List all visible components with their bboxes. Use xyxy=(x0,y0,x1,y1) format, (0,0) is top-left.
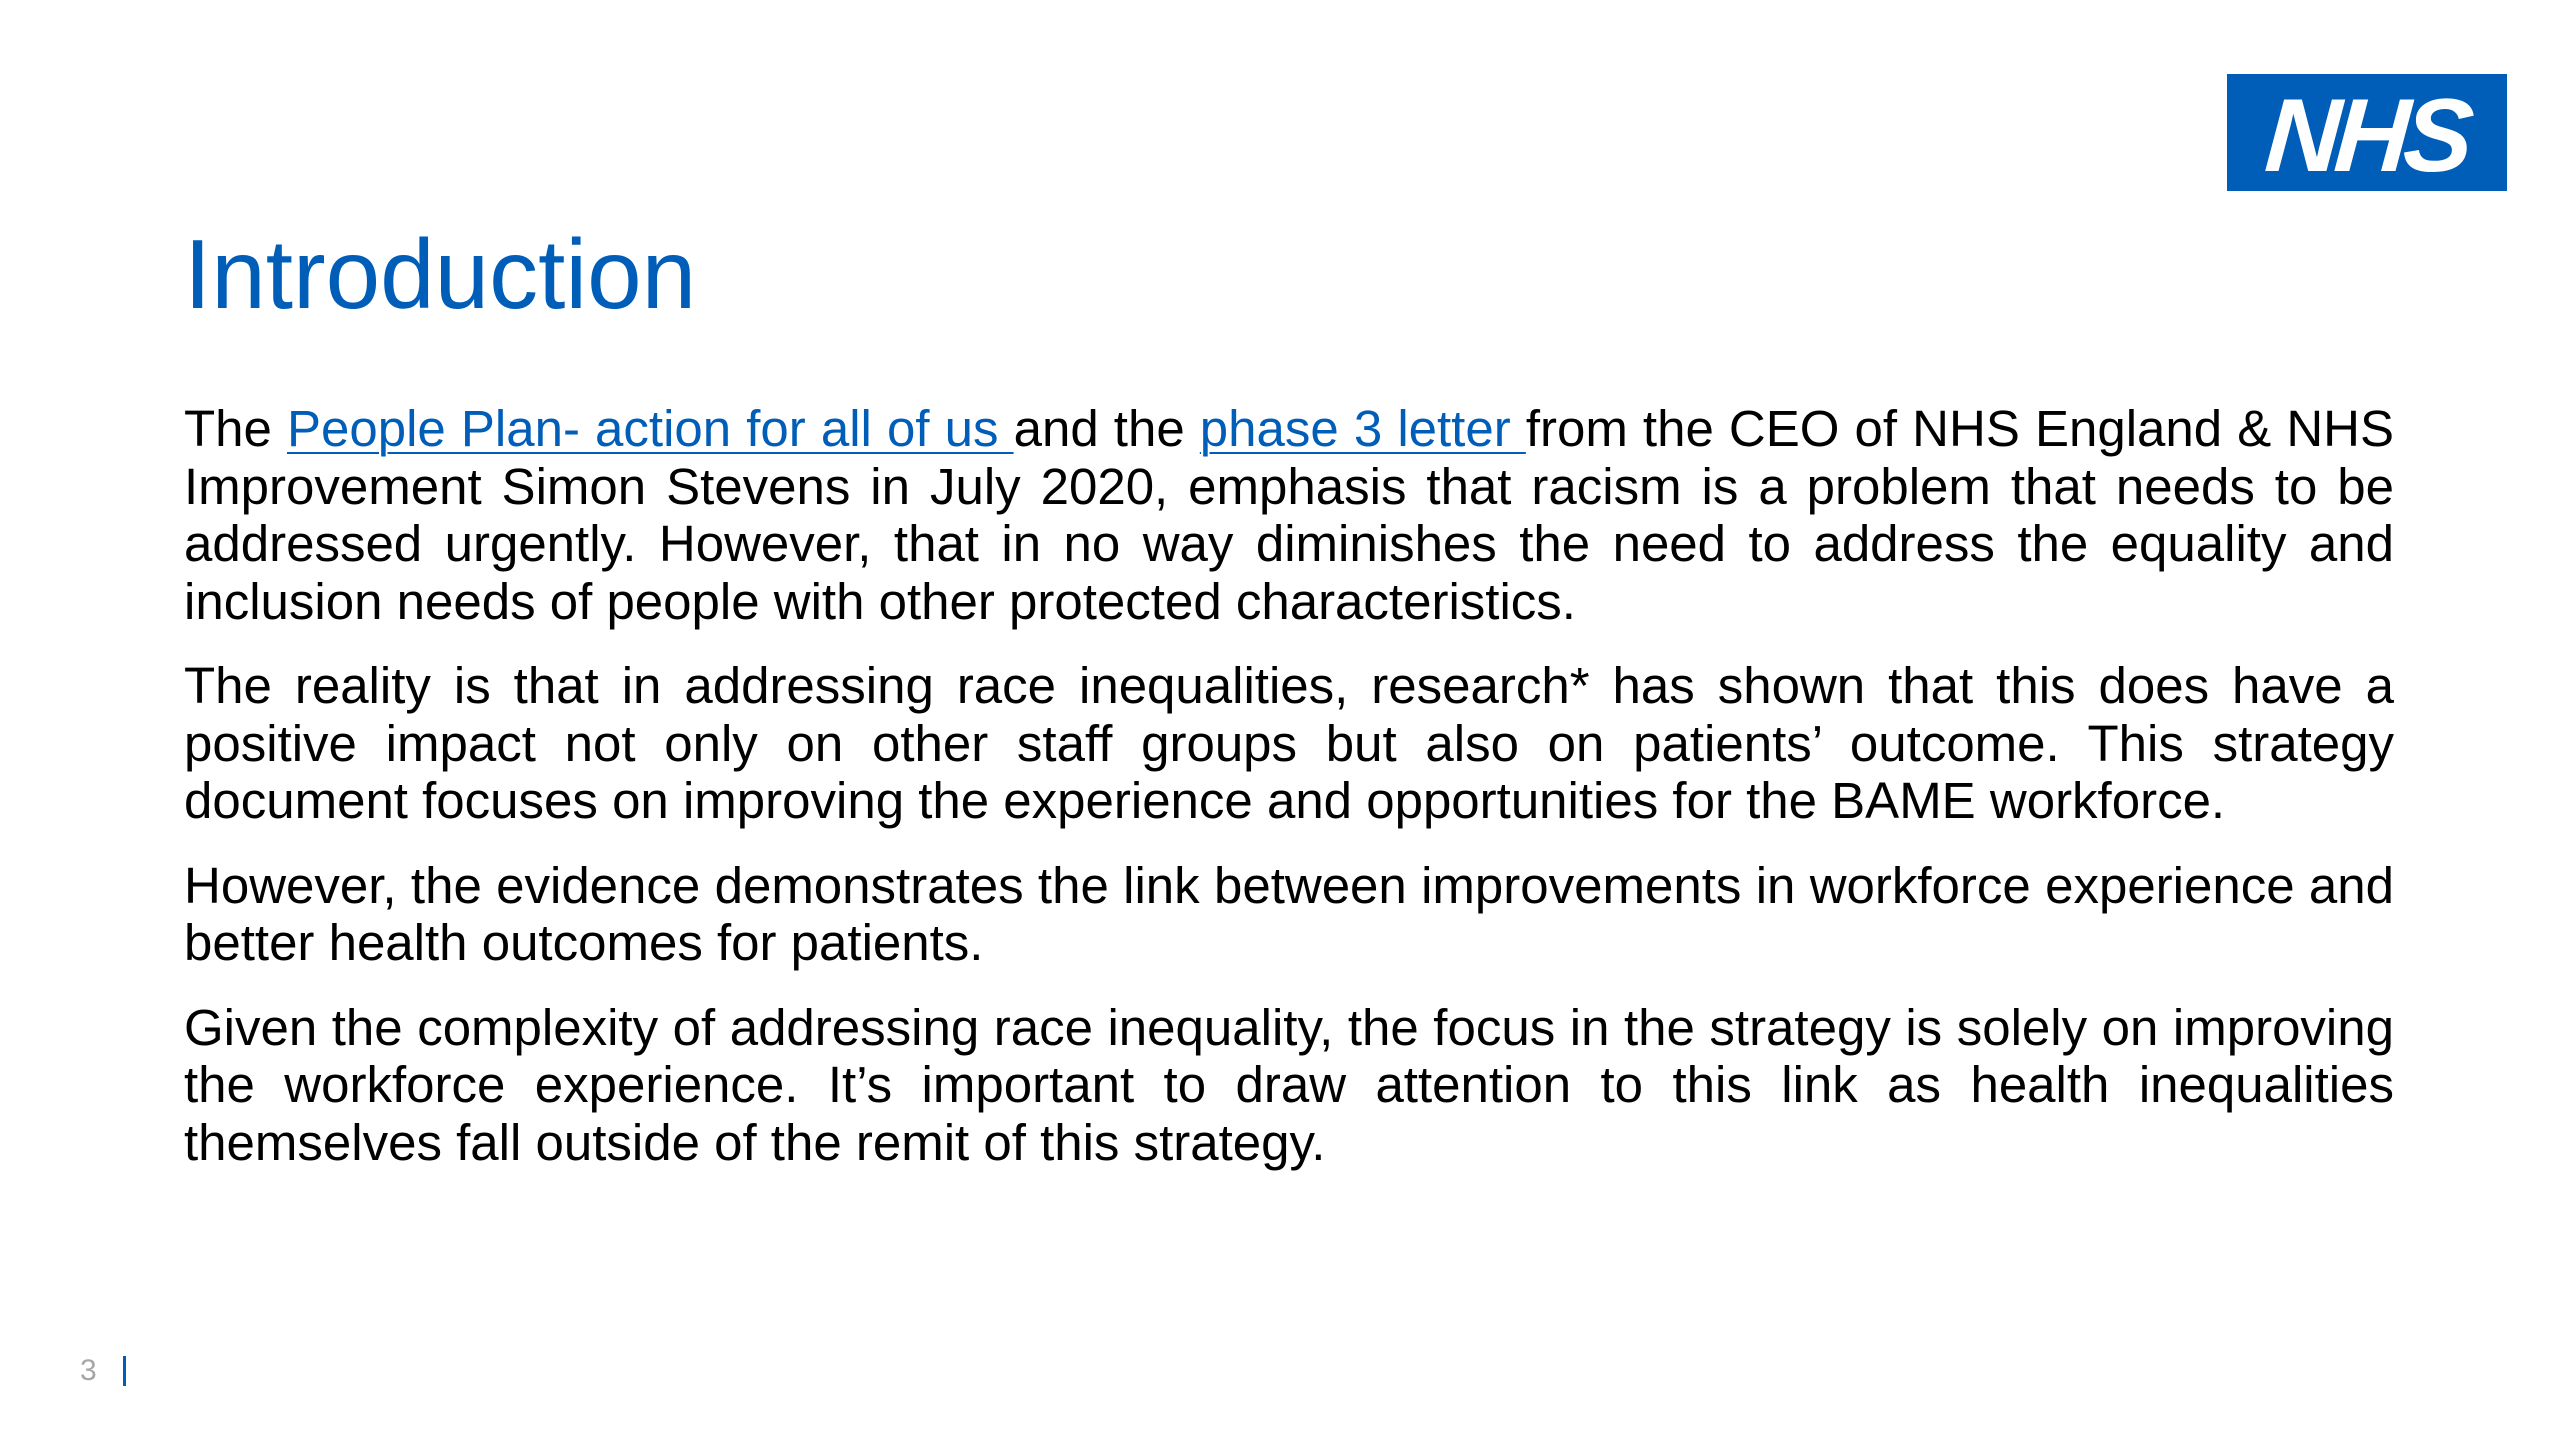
people-plan-link[interactable]: People Plan- action for all of us xyxy=(286,400,1014,457)
paragraph-2: The reality is that in addressing race inequalities, research* has shown that this does have a positive impact not only on other staff groups but also on patients’ outcome. This strategy document focuses on improving the experience and opportunities for the BAME workforce. xyxy=(184,657,2394,829)
nhs-logo-text: NHS xyxy=(2261,77,2472,194)
paragraph-1-middle: and the xyxy=(1013,400,1200,457)
footer xyxy=(80,1354,126,1388)
footer-divider xyxy=(123,1356,126,1386)
phase-3-letter-link[interactable]: phase 3 letter xyxy=(1199,400,1526,457)
nhs-logo xyxy=(2227,74,2507,194)
page-title: Introduction xyxy=(184,219,697,329)
paragraph-3: However, the evidence demonstrates the link between improvements in workforce experience and better health outcomes for patients. xyxy=(184,856,2394,971)
paragraph-1 xyxy=(184,400,2394,630)
page-number: 3 xyxy=(80,1354,97,1387)
paragraph-1-intro: The xyxy=(184,400,287,457)
body-text xyxy=(184,400,2394,1198)
paragraph-1-rest: from the CEO of NHS England & NHS Improvement Simon Stevens in July 2020, emphasis that racism is a problem that needs to be addressed urgently. However, that in no way diminishes the need to address the equality and inclusion needs of people with other protected characteristics. xyxy=(184,400,2395,630)
paragraph-4: Given the complexity of addressing race inequality, the focus in the strategy is solely on improving the workforce experience. It’s important to draw attention to this link as health inequalities themselves fall outside of the remit of this strategy. xyxy=(184,998,2394,1171)
